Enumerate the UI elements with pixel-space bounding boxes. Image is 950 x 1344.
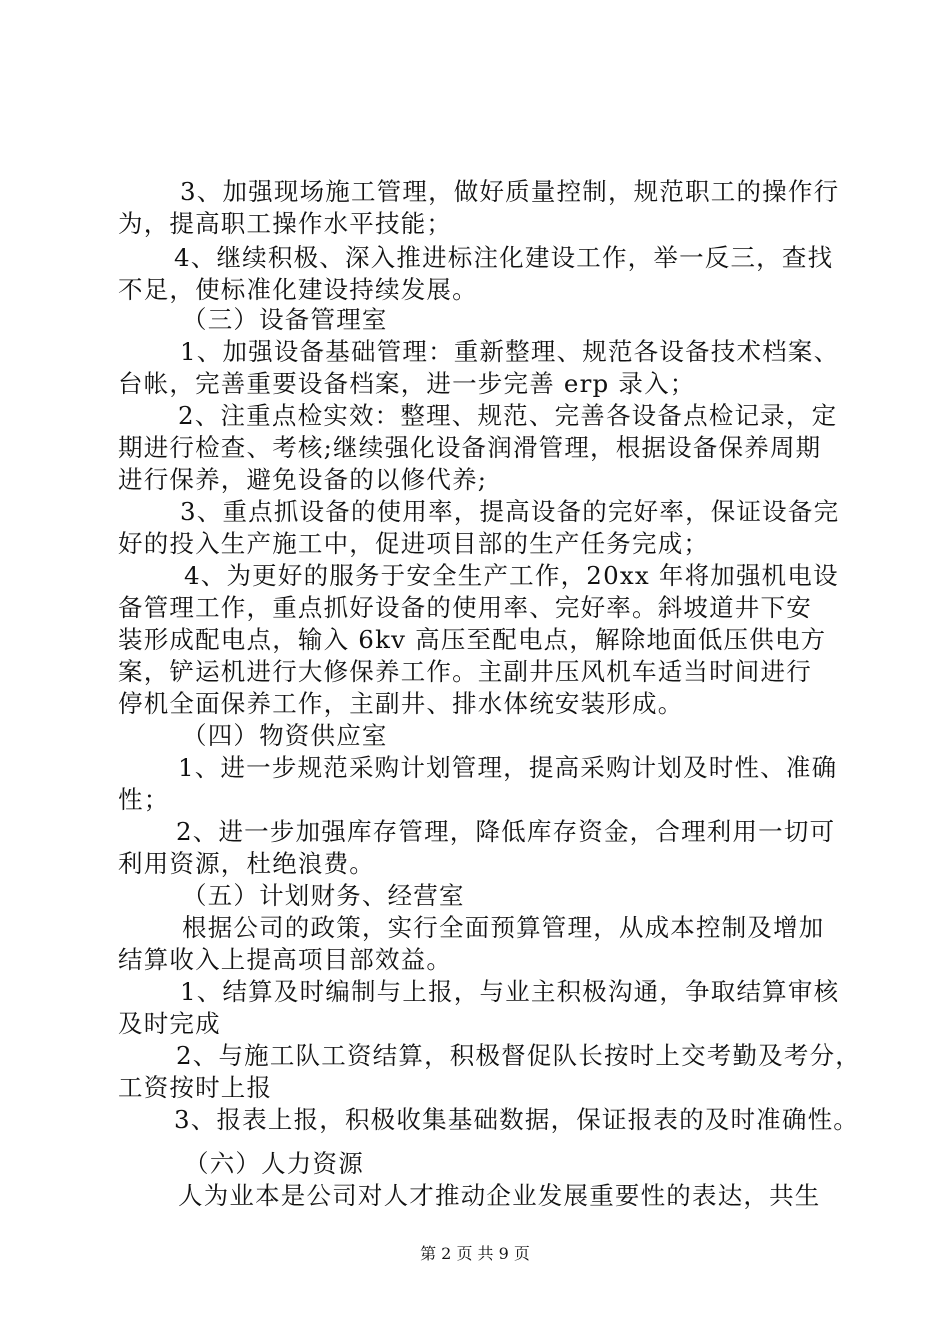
page-footer: 第 2 页 共 9 页 xyxy=(420,1244,530,1263)
paragraph-line: 好的投入生产施工中，促进项目部的生产任务完成； xyxy=(118,529,710,558)
paragraph-line: 2、进一步加强库存管理，降低库存资金，合理利用一切可 xyxy=(176,817,836,846)
paragraph-line: 装形成配电点，输入 6kv 高压至配电点，解除地面低压供电方 xyxy=(118,625,827,654)
section-heading: （六）人力资源 xyxy=(184,1149,364,1178)
paragraph-line: 不足，使标准化建设持续发展。 xyxy=(118,275,478,304)
paragraph-line: 案，铲运机进行大修保养工作。主副井压风机车适当时间进行 xyxy=(118,657,812,686)
paragraph-line: 备管理工作，重点抓好设备的使用率、完好率。斜坡道井下安 xyxy=(118,593,812,622)
paragraph-line: 2、注重点检实效：整理、规范、完善各设备点检记录，定 xyxy=(178,401,838,430)
paragraph-line: 结算收入上提高项目部效益。 xyxy=(118,945,453,974)
section-heading: （四）物资供应室 xyxy=(182,721,388,750)
paragraph-line: 根据公司的政策，实行全面预算管理，从成本控制及增加 xyxy=(182,913,825,942)
paragraph-line: 2、与施工队工资结算，积极督促队长按时上交考勤及考分， xyxy=(176,1041,861,1070)
paragraph-line: 3、重点抓设备的使用率，提高设备的完好率，保证设备完 xyxy=(180,497,840,526)
paragraph-line: 为，提高职工操作水平技能； xyxy=(118,209,453,238)
paragraph-line: 台帐，完善重要设备档案，进一步完善 erp 录入； xyxy=(118,369,696,398)
paragraph-line: 期进行检查、考核;继续强化设备润滑管理，根据设备保养周期 xyxy=(118,433,822,462)
paragraph-line: 4、继续积极、深入推进标注化建设工作，举一反三，查找 xyxy=(174,243,834,272)
paragraph-line: 1、结算及时编制与上报，与业主积极沟通，争取结算审核 xyxy=(180,977,840,1006)
paragraph-line: 进行保养，避免设备的以修代养; xyxy=(118,465,488,494)
paragraph-line: 性； xyxy=(118,785,170,814)
paragraph-line: 3、加强现场施工管理，做好质量控制，规范职工的操作行 xyxy=(180,177,840,206)
paragraph-line: 人为业本是公司对人才推动企业发展重要性的表达，共生 xyxy=(178,1181,821,1210)
section-heading: （五）计划财务、经营室 xyxy=(182,881,465,910)
paragraph-line: 4、为更好的服务于安全生产工作，20xx 年将加强机电设 xyxy=(184,561,839,590)
paragraph-line: 停机全面保养工作，主副井、排水体统安装形成。 xyxy=(118,689,684,718)
section-heading: （三）设备管理室 xyxy=(182,305,388,334)
paragraph-line: 1、进一步规范采购计划管理，提高采购计划及时性、准确 xyxy=(178,753,838,782)
paragraph-line: 及时完成 xyxy=(118,1009,221,1038)
paragraph-line: 3、报表上报，积极收集基础数据，保证报表的及时准确性。 xyxy=(174,1105,859,1134)
paragraph-line: 利用资源，杜绝浪费。 xyxy=(118,849,375,878)
paragraph-line: 工资按时上报 xyxy=(118,1073,273,1102)
paragraph-line: 1、加强设备基础管理：重新整理、规范各设备技术档案、 xyxy=(180,337,840,366)
